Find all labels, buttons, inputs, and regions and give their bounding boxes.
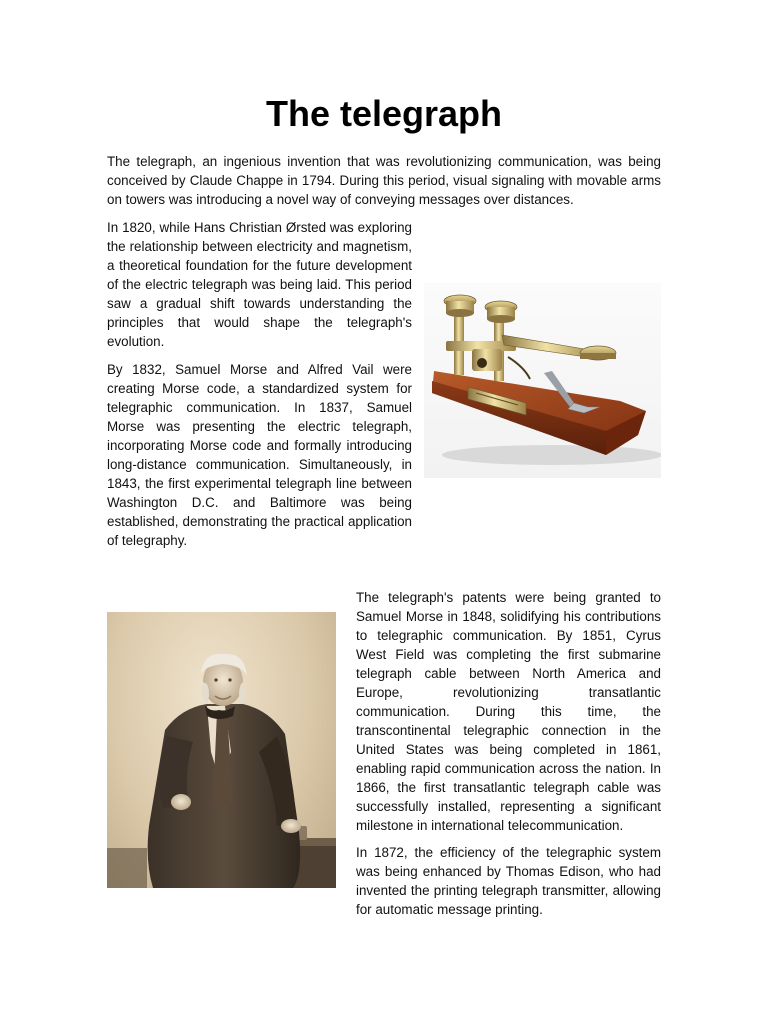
telegraph-key-photo [424, 283, 661, 478]
paragraph-1872: In 1872, the efficiency of the telegraphic system was being enhanced by Thomas Edison, who had invented the printing telegraph transmitter, allowing for automatic message printing. [356, 845, 661, 917]
paragraph-1832: By 1832, Samuel Morse and Alfred Vail were creating Morse code, a standardized system for telegraphic communication. In 1837, Samuel Morse was presenting the electric telegraph, incorporating Morse code and formally introducing long-distance communication. Simultaneously, in 1843, the first experimental telegraph line between Washington D.C. and Baltimore was being established, demonstrating the practical application of telegraphy. [107, 362, 412, 548]
paragraph-patents: The telegraph's patents were being granted to Samuel Morse in 1848, solidifying his contributions to telegraphic communication. By 1851, Cyrus West Field was completing the first submarine telegraph cable between North America and Europe, revolutionizing transatlantic communication. During this time, the transcontinental telegraphic connection in the United States was being completed in 1861, enabling rapid communication across the nation. In 1866, the first transatlantic telegraph cable was successfully installed, representing a significant milestone in international telecommunication. [356, 590, 661, 833]
paragraph-intro: The telegraph, an ingenious invention that was revolutionizing communication, was being conceived by Claude Chappe in 1794. During this period, visual signaling with movable arms on towers was introducing a novel way of conveying messages over distances. [107, 154, 661, 207]
portrait-photo [107, 612, 336, 888]
page-title: The telegraph [265, 93, 503, 134]
paragraph-1820: In 1820, while Hans Christian Ørsted was exploring the relationship between electricity and magnetism, a theoretical foundation for the future development of the electric telegraph was being laid. This period saw a gradual shift towards understanding the principles that would shape the telegraph's evolution. [107, 220, 412, 349]
